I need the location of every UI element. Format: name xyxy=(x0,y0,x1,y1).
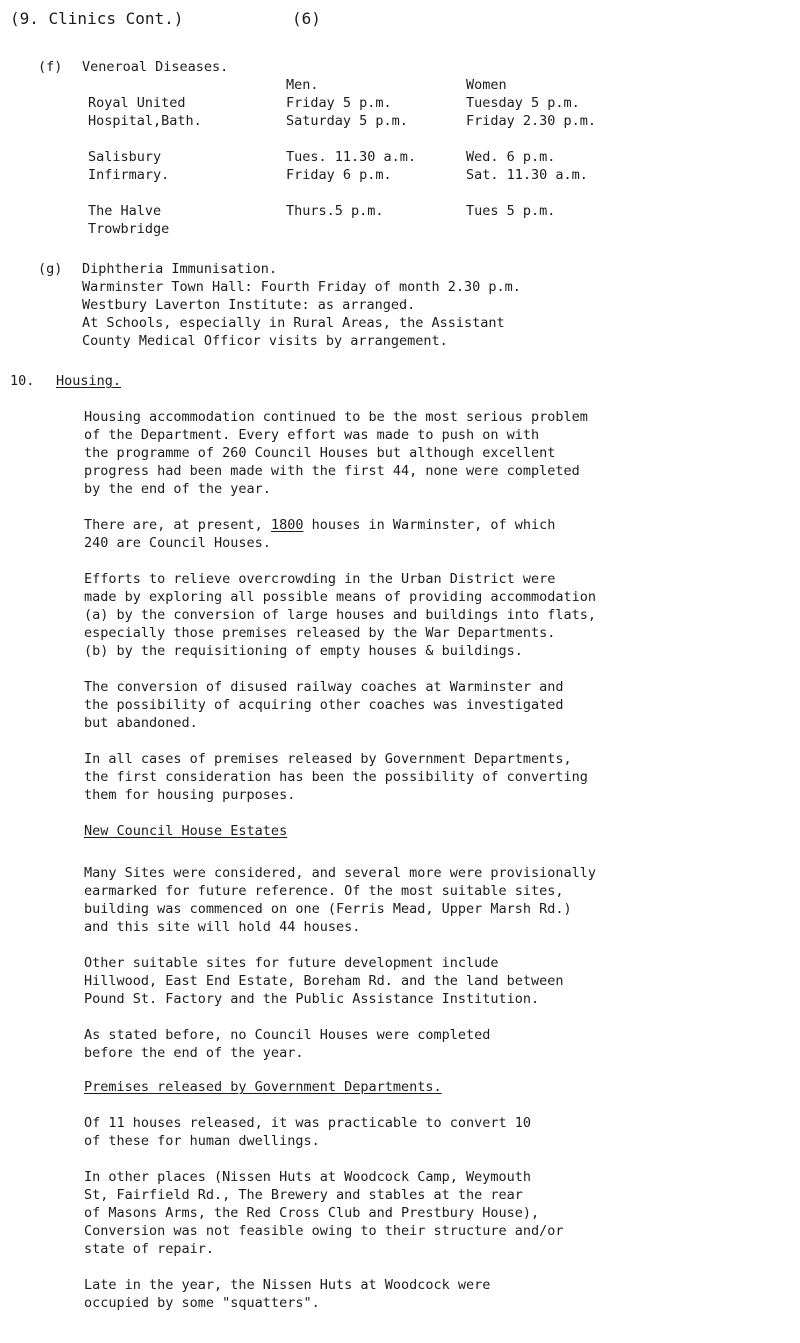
paragraph xyxy=(84,1168,774,1258)
text-line: occupied by some "squatters". xyxy=(84,1295,320,1311)
clinic-place: Infirmary. xyxy=(88,167,170,183)
paragraph xyxy=(84,1026,774,1062)
section-number: 10. xyxy=(10,373,35,389)
text-line: As stated before, no Council Houses were completed xyxy=(84,1027,491,1043)
venereal-label: (f) xyxy=(38,59,63,75)
diphtheria-line: At Schools, especially in Rural Areas, the Assistant xyxy=(82,315,505,331)
women-time: Tuesday 5 p.m. xyxy=(466,95,580,111)
text-line: by the end of the year. xyxy=(84,481,271,497)
text-line: of these for human dwellings. xyxy=(84,1133,320,1149)
men-time: Friday 6 p.m. xyxy=(286,167,392,183)
clinic-place: Trowbridge xyxy=(88,221,170,237)
paragraph xyxy=(84,516,774,552)
text-line: and this site will hold 44 houses. xyxy=(84,919,361,935)
text-line: the programme of 260 Council Houses but although excellent xyxy=(84,445,556,461)
text-line: before the end of the year. xyxy=(84,1045,304,1061)
column-header-women: Women xyxy=(466,77,507,93)
clinic-place: Royal United xyxy=(88,95,186,111)
paragraph xyxy=(84,678,774,732)
text-line: In other places (Nissen Huts at Woodcock Camp, Weymouth xyxy=(84,1169,532,1185)
diphtheria-line: Westbury Laverton Institute: as arranged. xyxy=(82,297,416,313)
text-line: made by exploring all possible means of providing accommodation xyxy=(84,589,597,605)
text-line: Hillwood, East End Estate, Boreham Rd. and the land between xyxy=(84,973,564,989)
text-line: the possibility of acquiring other coaches was investigated xyxy=(84,697,564,713)
text-line xyxy=(84,516,774,534)
section-header: (9. Clinics Cont.) xyxy=(10,9,184,28)
diphtheria-label: (g) xyxy=(38,261,63,277)
diphtheria-line: Warminster Town Hall: Fourth Friday of month 2.30 p.m. xyxy=(82,279,521,295)
diphtheria-line: Diphtheria Immunisation. xyxy=(82,261,278,277)
women-time: Friday 2.30 p.m. xyxy=(466,113,597,129)
text-line: (b) by the requisitioning of empty houses & buildings. xyxy=(84,643,523,659)
men-time: Thurs.5 p.m. xyxy=(286,203,384,219)
diphtheria-line: County Medical Officor visits by arrangement. xyxy=(82,333,448,349)
text-line: In all cases of premises released by Government Departments, xyxy=(84,751,572,767)
text-line: building was commenced on one (Ferris Mead, Upper Marsh Rd.) xyxy=(84,901,572,917)
text-line: Late in the year, the Nissen Huts at Woodcock were xyxy=(84,1277,491,1293)
women-time: Tues 5 p.m. xyxy=(466,203,556,219)
text-line: Conversion was not feasible owing to their structure and/or xyxy=(84,1223,564,1239)
paragraph xyxy=(84,1276,774,1312)
text-line: them for housing purposes. xyxy=(84,787,296,803)
house-count: 1800 xyxy=(270,517,304,533)
text-line: Efforts to relieve overcrowding in the Urban District were xyxy=(84,571,556,587)
text-line: earmarked for future reference. Of the most suitable sites, xyxy=(84,883,564,899)
text-line: especially those premises released by the War Departments. xyxy=(84,625,556,641)
text-line: Pound St. Factory and the Public Assistance Institution. xyxy=(84,991,540,1007)
subheading-premises: Premises released by Government Departments. xyxy=(84,1079,442,1095)
clinic-place: Salisbury xyxy=(88,149,162,165)
text-line: The conversion of disused railway coaches at Warminster and xyxy=(84,679,564,695)
paragraph xyxy=(84,1114,774,1150)
clinic-place: The Halve xyxy=(88,203,162,219)
text-line: of Masons Arms, the Red Cross Club and Prestbury House), xyxy=(84,1205,540,1221)
text-fragment: houses in Warminster, of which xyxy=(303,517,556,533)
paragraph xyxy=(84,954,774,1008)
men-time: Tues. 11.30 a.m. xyxy=(286,149,417,165)
text-line: the first consideration has been the possibility of converting xyxy=(84,769,588,785)
text-line: but abandoned. xyxy=(84,715,198,731)
paragraph xyxy=(84,864,774,936)
subheading-estates: New Council House Estates xyxy=(84,823,288,839)
women-time: Sat. 11.30 a.m. xyxy=(466,167,588,183)
text-line: state of repair. xyxy=(84,1241,215,1257)
paragraph xyxy=(84,570,774,660)
women-time: Wed. 6 p.m. xyxy=(466,149,556,165)
text-line: Housing accommodation continued to be the most serious problem xyxy=(84,409,588,425)
venereal-title: Veneroal Diseases. xyxy=(82,59,229,75)
page-number: (6) xyxy=(292,9,321,28)
text-line: Many Sites were considered, and several more were provisionally xyxy=(84,865,597,881)
section-title: Housing. xyxy=(56,373,122,389)
text-line: progress had been made with the first 44, none were completed xyxy=(84,463,580,479)
clinic-place: Hospital,Bath. xyxy=(88,113,202,129)
column-header-men: Men. xyxy=(286,77,319,93)
text-line: St, Fairfield Rd., The Brewery and stables at the rear xyxy=(84,1187,523,1203)
text-fragment: There are, at present, xyxy=(84,517,271,533)
text-line: Other suitable sites for future development include xyxy=(84,955,499,971)
text-line: of the Department. Every effort was made to push on with xyxy=(84,427,540,443)
men-time: Friday 5 p.m. xyxy=(286,95,392,111)
paragraph xyxy=(84,408,774,498)
text-line: 240 are Council Houses. xyxy=(84,535,271,551)
text-line: (a) by the conversion of large houses and buildings into flats, xyxy=(84,607,597,623)
text-line: Of 11 houses released, it was practicable to convert 10 xyxy=(84,1115,532,1131)
men-time: Saturday 5 p.m. xyxy=(286,113,408,129)
paragraph xyxy=(84,750,774,804)
